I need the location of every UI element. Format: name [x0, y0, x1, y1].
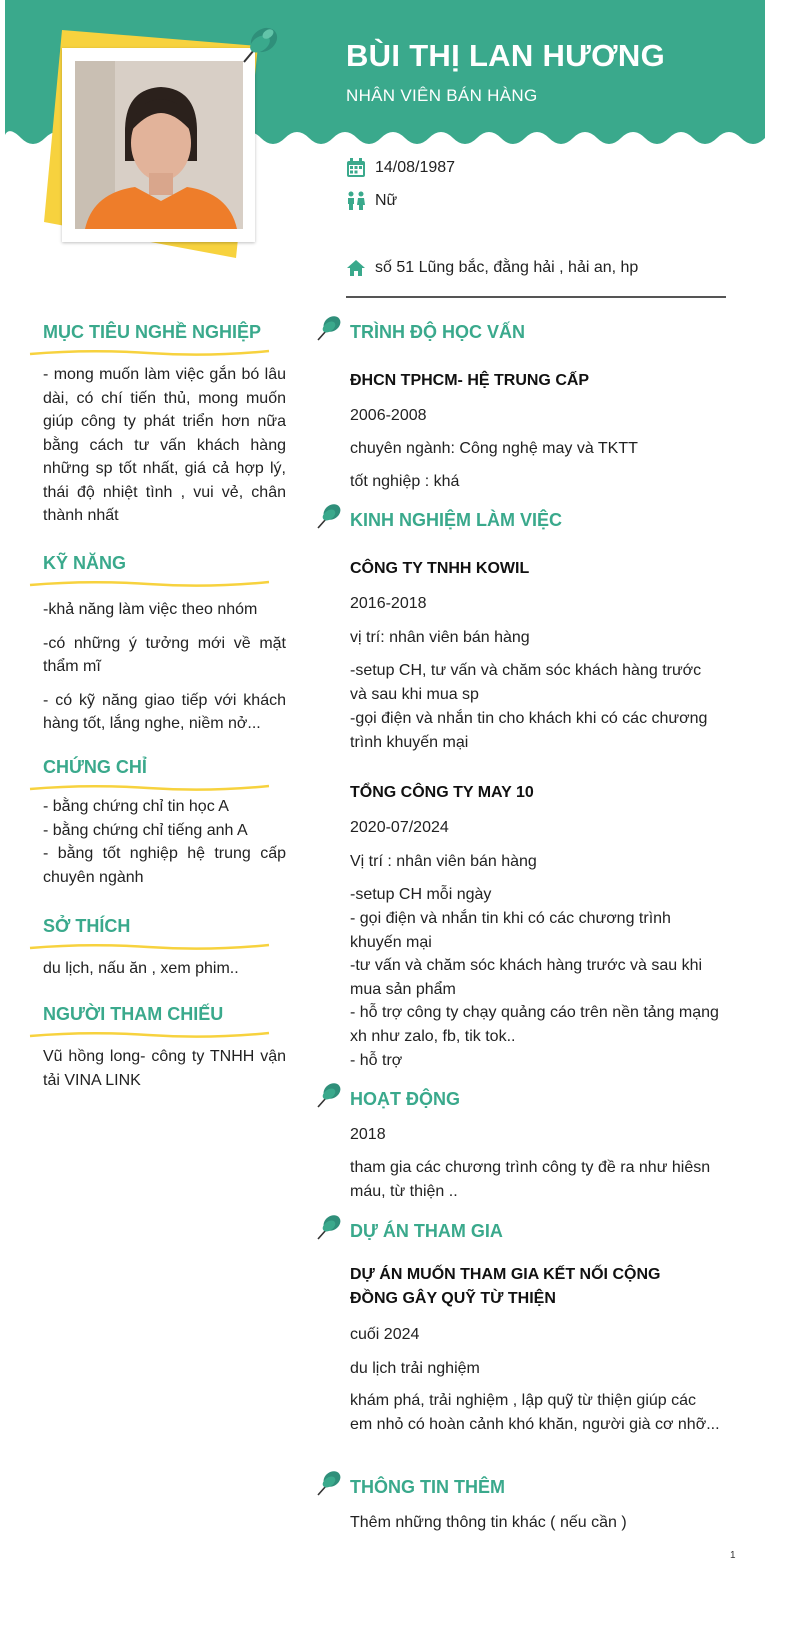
project-description: khám phá, trải nghiệm , lập quỹ từ thiện giúp các em nhỏ có hoàn cảnh khó khăn, người già cơ nhỡ... — [350, 1392, 720, 1433]
job-detail: - hỗ trợ công ty chạy quảng cáo trên nền tảng mạng xh như zalo, fb, tik tok.. — [350, 1004, 719, 1045]
project-time: cuối 2024 — [350, 1326, 420, 1343]
pushpin-icon — [316, 314, 342, 342]
education-title: TRÌNH ĐỘ HỌC VẤN — [350, 322, 525, 342]
header-divider — [346, 296, 726, 298]
pushpin-icon — [238, 24, 280, 68]
address-value: số 51 Lũng bắc, đằng hải , hải an, hp — [375, 259, 639, 276]
squiggle-underline — [28, 348, 271, 358]
certificate-item: - bằng chứng chỉ tiếng anh A — [43, 821, 248, 839]
home-icon — [346, 258, 366, 278]
certificates-section — [43, 757, 286, 889]
address-row — [346, 258, 638, 278]
page-number: 1 — [730, 1550, 736, 1561]
skill-item: -có những ý tưởng mới về mặt thẩm mĩ — [43, 634, 286, 675]
pushpin-icon — [316, 1469, 342, 1497]
objective-title: MỤC TIÊU NGHỀ NGHIỆP — [43, 322, 262, 342]
job-detail: -tư vấn và chăm sóc khách hàng trước và sau khi mua sản phẩm — [350, 957, 703, 998]
job-title: NHÂN VIÊN BÁN HÀNG — [346, 86, 538, 105]
calendar-icon — [346, 158, 366, 178]
job-position: vị trí: nhân viên bán hàng — [350, 629, 530, 646]
references-section — [43, 1004, 286, 1092]
projects-title: DỰ ÁN THAM GIA — [350, 1221, 503, 1241]
profile-photo-frame — [62, 48, 255, 242]
squiggle-underline — [28, 783, 271, 793]
job-position: Vị trí : nhân viên bán hàng — [350, 853, 537, 870]
certificate-item: - bằng chứng chỉ tin học A — [43, 798, 229, 815]
job-detail: - hỗ trợ — [350, 1052, 403, 1069]
hobbies-section — [43, 916, 286, 981]
profile-photo — [75, 61, 243, 229]
job-detail: -setup CH mỗi ngày — [350, 886, 492, 903]
activities-title: HOẠT ĐỘNG — [350, 1089, 460, 1109]
job-period: 2020-07/2024 — [350, 819, 449, 836]
squiggle-underline — [28, 942, 271, 952]
skill-item: - có kỹ năng giao tiếp với khách hàng tốt, lắng nghe, niềm nở... — [43, 691, 286, 732]
project-name: DỰ ÁN MUỐN THAM GIA KẾT NỐI CỘNG ĐỒNG GÂY QUỸ TỪ THIỆN — [350, 1266, 661, 1307]
certificate-item: - bằng tốt nghiệp hệ trung cấp chuyên ngành — [43, 845, 286, 886]
extra-title: THÔNG TIN THÊM — [350, 1477, 505, 1497]
references-title: NGƯỜI THAM CHIẾU — [43, 1004, 224, 1024]
pushpin-icon — [316, 502, 342, 530]
certificates-title: CHỨNG CHỈ — [43, 757, 147, 777]
experience-title: KINH NGHIỆM LÀM VIỆC — [350, 510, 563, 530]
job-period: 2016-2018 — [350, 595, 427, 612]
job-detail: -setup CH, tư vấn và chăm sóc khách hàng trước và sau khi mua sp — [350, 662, 702, 703]
education-major: chuyên ngành: Công nghệ may và TKTT — [350, 440, 638, 457]
skills-title: KỸ NĂNG — [43, 553, 127, 573]
activities-year: 2018 — [350, 1126, 386, 1143]
objective-text: - mong muốn làm việc gắn bó lâu dài, có chí tiến thủ, mong muốn giúp công ty phát triển hơn nữa bằng cách tư vấn khách hàng những sp tốt nhất, giá cả hợp lý, thái độ nhiệt tình , vui vẻ, chân thành nhất — [43, 366, 286, 524]
skill-item: -khả năng làm việc theo nhóm — [43, 601, 258, 618]
job-detail: - gọi điện và nhắn tin khi có các chương trình khuyến mại — [350, 910, 671, 951]
education-period: 2006-2008 — [350, 407, 427, 424]
skills-section — [43, 553, 286, 736]
activities-text: tham gia các chương trình công ty đề ra như hiêsn máu, từ thiện .. — [350, 1159, 711, 1200]
objective-section — [43, 322, 286, 528]
education-grade: tốt nghiệp : khá — [350, 473, 460, 490]
job-detail: -gọi điện và nhắn tin cho khách khi có các chương trình khuyến mại — [350, 710, 708, 751]
pushpin-icon — [316, 1213, 342, 1241]
people-icon — [346, 191, 366, 211]
gender-value: Nữ — [375, 192, 398, 209]
pushpin-icon — [316, 1081, 342, 1109]
squiggle-underline — [28, 579, 271, 589]
references-text: Vũ hồng long- công ty TNHH vận tải VINA LINK — [43, 1048, 286, 1089]
dob-value: 14/08/1987 — [375, 159, 456, 176]
dob-row — [346, 158, 455, 178]
candidate-name: BÙI THỊ LAN HƯƠNG — [346, 38, 666, 73]
squiggle-underline — [28, 1030, 271, 1040]
project-type: du lịch trải nghiệm — [350, 1360, 480, 1377]
gender-row — [346, 191, 397, 211]
job-company: TỔNG CÔNG TY MAY 10 — [350, 784, 534, 801]
hobbies-text: du lịch, nấu ăn , xem phim.. — [43, 960, 239, 977]
job-company: CÔNG TY TNHH KOWIL — [350, 560, 530, 577]
extra-text: Thêm những thông tin khác ( nếu cần ) — [350, 1514, 627, 1531]
education-school: ĐHCN TPHCM- HỆ TRUNG CẤP — [350, 372, 590, 389]
hobbies-title: SỞ THÍCH — [43, 916, 131, 936]
